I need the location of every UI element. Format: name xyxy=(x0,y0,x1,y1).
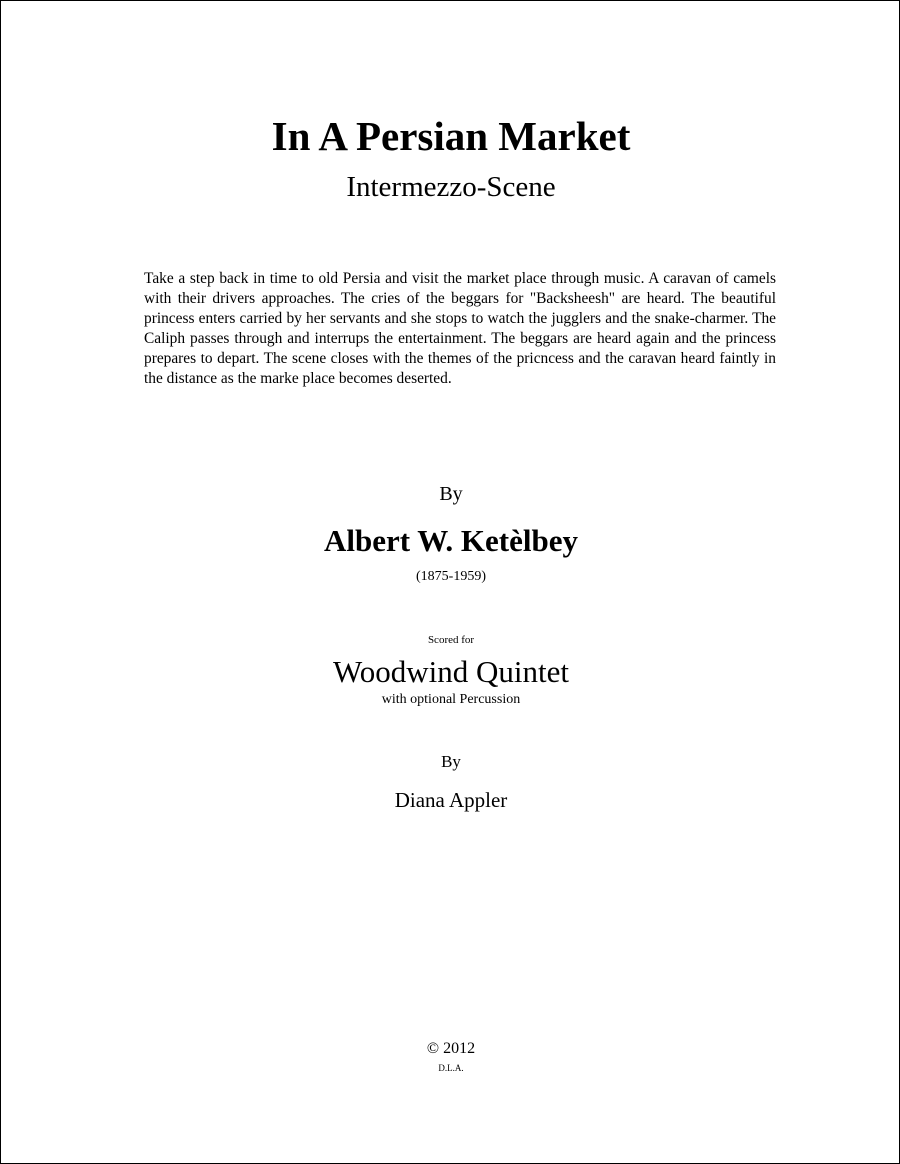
ensemble-note: with optional Percussion xyxy=(381,692,521,707)
scored-for-label: Scored for xyxy=(427,634,475,646)
publisher-initials: D.L.A. xyxy=(438,1063,464,1073)
composer-name: Albert W. Ketèlbey xyxy=(324,523,578,558)
arranger-by-label: By xyxy=(441,752,461,771)
page-title: In A Persian Market xyxy=(271,113,631,159)
composer-by-label: By xyxy=(439,483,463,505)
copyright-notice: © 2012 xyxy=(426,1040,476,1057)
ensemble-name: Woodwind Quintet xyxy=(332,654,569,689)
composer-dates: (1875-1959) xyxy=(416,569,486,584)
arranger-name: Diana Appler xyxy=(394,788,508,812)
program-description: Take a step back in time to old Persia and visit the market place through music. A caravan of camels with their drivers approaches. The cries of the beggars for "Backsheesh" are heard. The beautiful princess enters carried by her servants and she stops to watch the jugglers and the snake-charmer. The Caliph passes through and interrups the entertainment. The beggars are heard again and the princess prepares to depart. The scene closes with the themes of the pricncess and the caravan heard faintly in the distance as the marke place becomes deserted. xyxy=(144,270,776,387)
page-subtitle: Intermezzo-Scene xyxy=(346,171,556,203)
